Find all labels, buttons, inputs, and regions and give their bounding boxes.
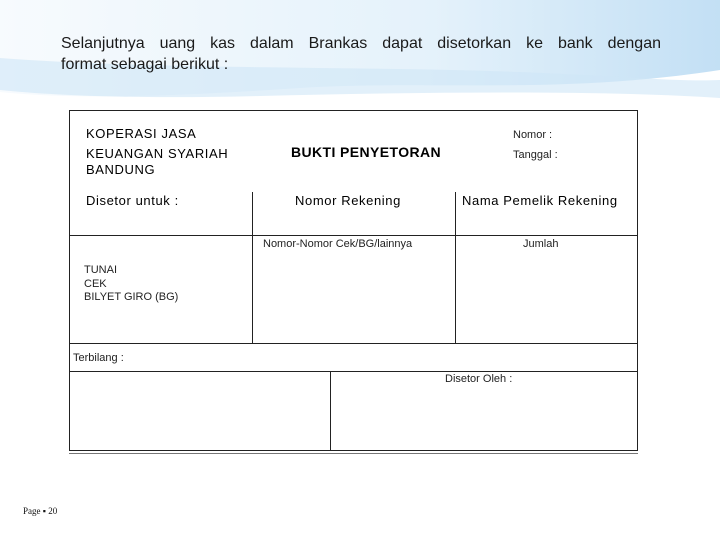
jumlah-label: Jumlah: [523, 238, 559, 250]
col-divider-signature: [330, 371, 331, 451]
col-divider-2: [455, 192, 456, 343]
intro-paragraph: [61, 33, 661, 75]
org-name-line-2: KEUANGAN SYARIAH: [86, 146, 229, 161]
tanggal-label: Tanggal :: [513, 149, 558, 161]
form-title: BUKTI PENYETORAN: [291, 144, 442, 160]
payment-type-tunai: TUNAI: [84, 264, 117, 276]
disetor-untuk-label: Disetor untuk :: [86, 193, 179, 208]
deposit-slip-form: [69, 110, 638, 451]
payment-type-bilyet-giro: BILYET GIRO (BG): [84, 291, 179, 303]
nama-pemilik-label: Nama Pemelik Rekening: [462, 193, 618, 208]
page-footer: [23, 506, 57, 516]
nomor-cek-label: Nomor-Nomor Cek/BG/lainnya: [263, 238, 413, 250]
page-bullet: ▪: [42, 506, 46, 516]
col-divider-1: [252, 192, 253, 343]
nomor-label: Nomor :: [513, 129, 553, 141]
payment-type-cek: CEK: [84, 278, 107, 290]
row-divider-header: [70, 235, 637, 236]
row-divider-terbilang-top: [70, 343, 637, 344]
terbilang-label: Terbilang :: [73, 352, 124, 364]
form-bottom-rule: [69, 453, 638, 454]
row-divider-terbilang-bottom: [70, 371, 637, 372]
org-name-line-3: BANDUNG: [86, 162, 156, 177]
page-label: Page: [23, 506, 41, 516]
page-number: 20: [48, 506, 58, 516]
intro-line-1: Selanjutnya uang kas dalam Brankas dapat disetorkan ke bank dengan: [61, 35, 661, 52]
nomor-rekening-label: Nomor Rekening: [295, 193, 401, 208]
intro-line-2: format sebagai berikut :: [61, 56, 229, 73]
disetor-oleh-label: Disetor Oleh :: [445, 373, 513, 385]
org-name-line-1: KOPERASI JASA: [86, 126, 197, 141]
